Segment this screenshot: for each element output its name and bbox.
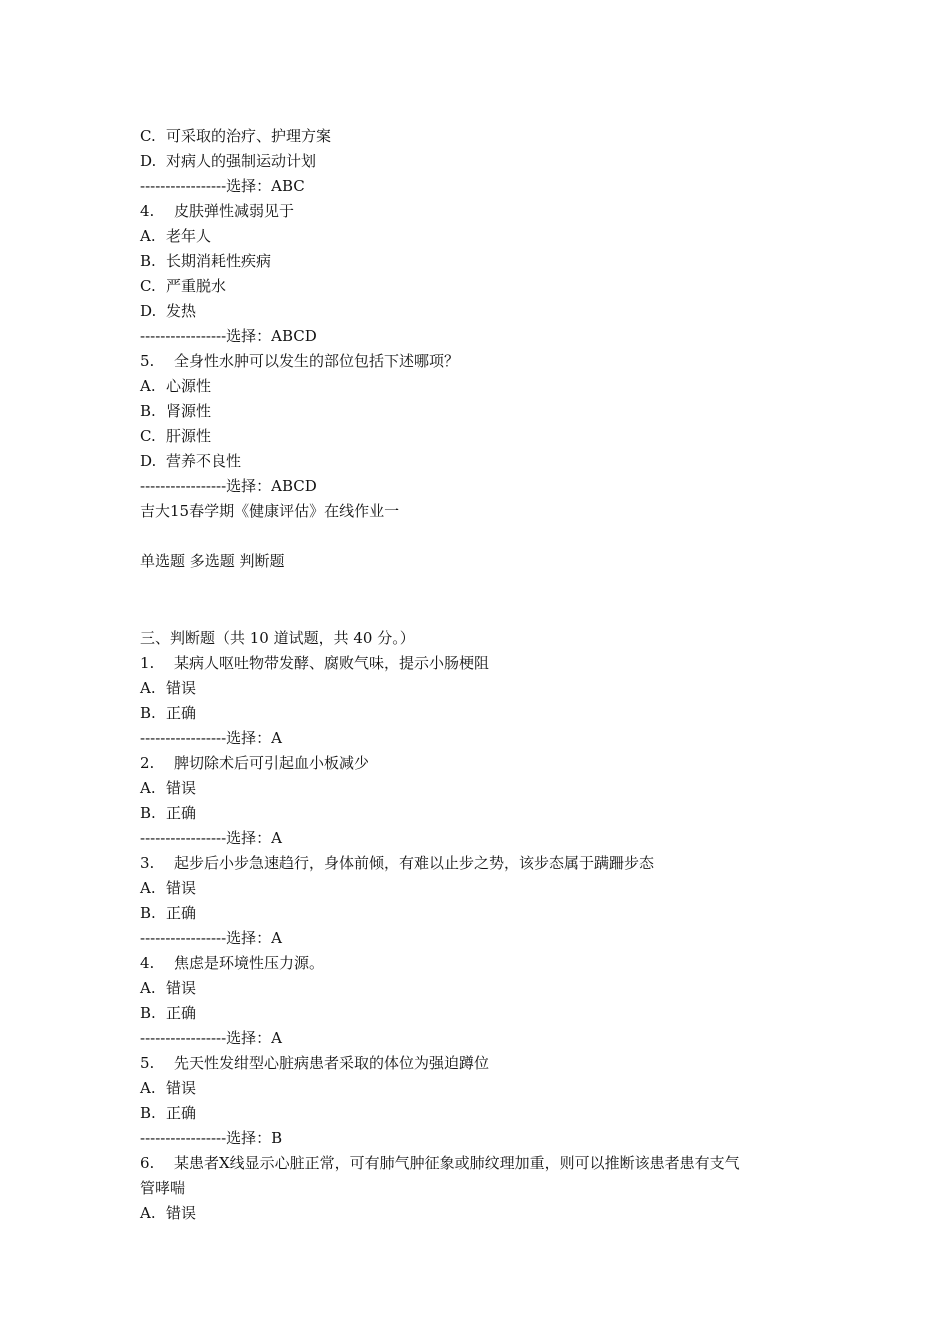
- spacer: [140, 599, 840, 624]
- option-letter: B.: [140, 1104, 156, 1122]
- option-text: 对病人的强制运动计划: [166, 152, 317, 170]
- question-text: 皮肤弹性减弱见于: [174, 202, 295, 220]
- option-line: [140, 424, 840, 449]
- option-line: [140, 976, 840, 1001]
- question-line: [140, 951, 840, 976]
- option-text: 可采取的治疗、护理方案: [166, 127, 332, 145]
- section-tabs: 单选题 多选题 判断题: [140, 552, 285, 570]
- option-line: [140, 876, 840, 901]
- question-text: 某患者X线显示心脏正常，可有肺气肿征象或肺纹理加重，则可以推断该患者患有支气: [174, 1154, 740, 1172]
- option-line: [140, 399, 840, 424]
- option-line: [140, 901, 840, 926]
- option-line: [140, 1001, 840, 1026]
- option-text: 正确: [166, 1104, 197, 1122]
- option-letter: B.: [140, 252, 156, 270]
- option-letter: D.: [140, 452, 157, 470]
- option-line: [140, 224, 840, 249]
- option-text: 肝源性: [166, 427, 212, 445]
- course-title: 吉大15春学期《健康评估》在线作业一: [140, 502, 400, 520]
- question-number: 1.: [140, 654, 155, 672]
- answer-line: -----------------选择：ABCD: [140, 477, 317, 495]
- multi-choice-continuation: [140, 124, 840, 499]
- answer-line: -----------------选择：B: [140, 1129, 283, 1147]
- option-letter: A.: [140, 979, 156, 997]
- question-line: [140, 1151, 840, 1176]
- document-page: [140, 124, 840, 1226]
- option-text: 肾源性: [166, 402, 212, 420]
- option-line: [140, 776, 840, 801]
- option-letter: D.: [140, 302, 157, 320]
- option-line: [140, 299, 840, 324]
- option-letter: B.: [140, 704, 156, 722]
- option-text: 正确: [166, 704, 197, 722]
- answer-line: -----------------选择：A: [140, 929, 282, 947]
- answer-line: -----------------选择：ABC: [140, 177, 305, 195]
- option-letter: B.: [140, 1004, 156, 1022]
- option-letter: C.: [140, 277, 156, 295]
- option-text: 错误: [166, 879, 197, 897]
- option-letter: A.: [140, 1079, 156, 1097]
- option-letter: A.: [140, 779, 156, 797]
- option-text: 正确: [166, 904, 197, 922]
- option-letter: B.: [140, 804, 156, 822]
- option-letter: A.: [140, 227, 156, 245]
- answer-line: -----------------选择：A: [140, 1029, 282, 1047]
- option-letter: A.: [140, 377, 156, 395]
- question-text: 焦虑是环境性压力源。: [174, 954, 325, 972]
- judgement-questions: [140, 651, 840, 1226]
- option-line: [140, 1076, 840, 1101]
- option-letter: C.: [140, 427, 156, 445]
- option-letter: A.: [140, 679, 156, 697]
- question-continuation: 管哮喘: [140, 1179, 186, 1197]
- question-number: 3.: [140, 854, 155, 872]
- option-line: [140, 374, 840, 399]
- question-text: 先天性发绀型心脏病患者采取的体位为强迫蹲位: [174, 1054, 490, 1072]
- option-line: [140, 124, 840, 149]
- section-heading: 三、判断题（共 10 道试题，共 40 分。）: [140, 629, 415, 647]
- option-line: [140, 274, 840, 299]
- option-text: 严重脱水: [166, 277, 227, 295]
- question-number: 5.: [140, 352, 155, 370]
- question-number: 2.: [140, 754, 155, 772]
- question-text: 某病人呕吐物带发酵、腐败气味，提示小肠梗阻: [174, 654, 490, 672]
- option-text: 错误: [166, 779, 197, 797]
- option-line: [140, 149, 840, 174]
- option-line: [140, 1101, 840, 1126]
- question-line: [140, 751, 840, 776]
- question-line: [140, 1051, 840, 1076]
- question-text: 起步后小步急速趋行，身体前倾，有难以止步之势，该步态属于蹒跚步态: [174, 854, 655, 872]
- question-line: [140, 851, 840, 876]
- option-text: 营养不良性: [166, 452, 242, 470]
- spacer: [140, 574, 840, 599]
- option-text: 长期消耗性疾病: [166, 252, 272, 270]
- answer-line: -----------------选择：A: [140, 829, 282, 847]
- question-number: 5.: [140, 1054, 155, 1072]
- option-letter: B.: [140, 402, 156, 420]
- question-number: 4.: [140, 954, 155, 972]
- option-line: [140, 449, 840, 474]
- option-letter: B.: [140, 904, 156, 922]
- option-letter: A.: [140, 879, 156, 897]
- option-line: [140, 701, 840, 726]
- option-text: 心源性: [166, 377, 212, 395]
- option-letter: C.: [140, 127, 156, 145]
- answer-line: -----------------选择：ABCD: [140, 327, 317, 345]
- answer-line: -----------------选择：A: [140, 729, 282, 747]
- option-text: 老年人: [166, 227, 212, 245]
- question-text: 脾切除术后可引起血小板减少: [174, 754, 370, 772]
- question-number: 4.: [140, 202, 155, 220]
- option-text: 正确: [166, 804, 197, 822]
- question-line: [140, 349, 840, 374]
- option-text: 错误: [166, 1079, 197, 1097]
- question-text: 全身性水肿可以发生的部位包括下述哪项？: [174, 352, 460, 370]
- spacer: [140, 524, 840, 549]
- option-line: [140, 801, 840, 826]
- question-number: 6.: [140, 1154, 155, 1172]
- option-line: [140, 1201, 840, 1226]
- option-text: 错误: [166, 979, 197, 997]
- option-text: 正确: [166, 1004, 197, 1022]
- question-line: [140, 651, 840, 676]
- option-line: [140, 676, 840, 701]
- option-text: 错误: [166, 1204, 197, 1222]
- option-letter: D.: [140, 152, 157, 170]
- option-line: [140, 249, 840, 274]
- question-line: [140, 199, 840, 224]
- option-letter: A.: [140, 1204, 156, 1222]
- option-text: 发热: [166, 302, 197, 320]
- option-text: 错误: [166, 679, 197, 697]
